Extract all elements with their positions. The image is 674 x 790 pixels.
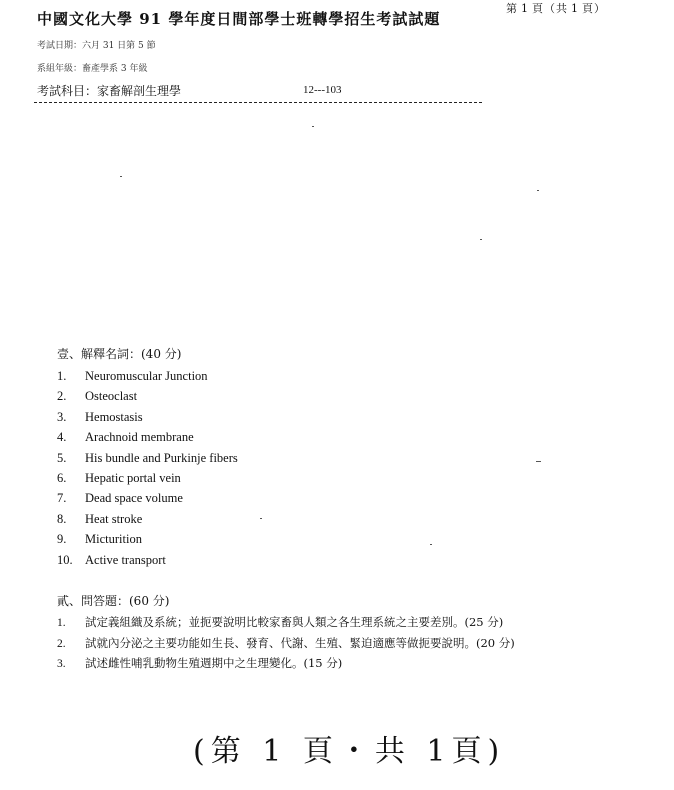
list-item (57, 529, 238, 549)
item-text: Neuromuscular Junction (85, 369, 208, 383)
item-text: 試述雌性哺乳動物生殖週期中之生理變化。(15 分) (85, 656, 343, 670)
item-text: 試定義組織及系統；並扼要說明比較家畜與人類之各生理系統之主要差別。(25 分) (85, 615, 504, 629)
list-item (57, 633, 515, 654)
item-number: 10. (57, 552, 73, 567)
page-indicator (506, 0, 606, 16)
item-number: 3. (57, 658, 66, 670)
item-text: Dead space volume (85, 491, 183, 506)
exam-code: 12---103 (303, 84, 342, 96)
item-text: 試就內分泌之主要功能如生長、發育、代謝、生殖、緊迫適應等做扼要說明。(20 分) (85, 635, 515, 650)
scan-speck (536, 461, 541, 462)
list-item (57, 653, 515, 674)
list-item (57, 386, 238, 406)
page-suffix: 頁） (582, 2, 606, 15)
item-number: 5. (57, 450, 67, 465)
list-item (57, 612, 515, 633)
section1-heading: 壹、解釋名詞：(40 分) (57, 347, 182, 361)
scan-speck (260, 518, 262, 519)
list-item (57, 488, 238, 508)
section2-heading: 貳、問答題：(60 分) (57, 594, 170, 608)
item-text: Osteoclast (85, 389, 138, 404)
scan-speck (312, 126, 314, 127)
question-list (57, 612, 515, 674)
item-text: Micturition (85, 532, 142, 547)
item-number: 9. (57, 532, 67, 547)
page-prefix: 第 (506, 2, 518, 15)
page-middle: 頁（共 (532, 2, 568, 15)
item-number: 1. (57, 369, 67, 383)
department-grade: 系組年級：畜產學系 3 年級 (37, 64, 148, 74)
page-footer: (第 1 頁・共 1頁) (193, 734, 506, 769)
item-number: 7. (57, 491, 67, 506)
term-list (57, 366, 238, 570)
exam-title: 中國文化大學 91 學年度日間部學士班轉學招生考試試題 (37, 10, 441, 28)
item-number: 2. (57, 389, 67, 404)
scan-speck (537, 190, 539, 191)
list-item (57, 468, 238, 488)
scan-speck (430, 544, 432, 545)
page-current: 1 (521, 2, 529, 15)
page-total: 1 (571, 2, 579, 15)
exam-subject: 考試科目：家畜解剖生理學 (37, 84, 182, 98)
scan-speck (120, 176, 122, 177)
list-item (57, 550, 238, 570)
list-item (57, 366, 238, 386)
item-number: 6. (57, 470, 67, 485)
list-item (57, 427, 238, 447)
header-divider (34, 102, 482, 103)
exam-date: 考試日期：六月 31 日第 5 節 (37, 41, 156, 51)
list-item (57, 448, 238, 468)
item-text: His bundle and Purkinje fibers (85, 450, 238, 465)
list-item (57, 509, 238, 529)
item-number: 1. (57, 617, 66, 629)
item-number: 3. (57, 409, 67, 424)
item-text: Active transport (85, 552, 166, 567)
item-number: 8. (57, 511, 67, 526)
item-text: Heat stroke (85, 511, 143, 526)
item-text: Hemostasis (85, 409, 143, 424)
list-item (57, 407, 238, 427)
scan-speck (480, 239, 482, 240)
item-text: Arachnoid membrane (85, 430, 194, 445)
item-number: 2. (57, 637, 66, 650)
item-text: Hepatic portal vein (85, 470, 181, 485)
item-number: 4. (57, 430, 67, 445)
